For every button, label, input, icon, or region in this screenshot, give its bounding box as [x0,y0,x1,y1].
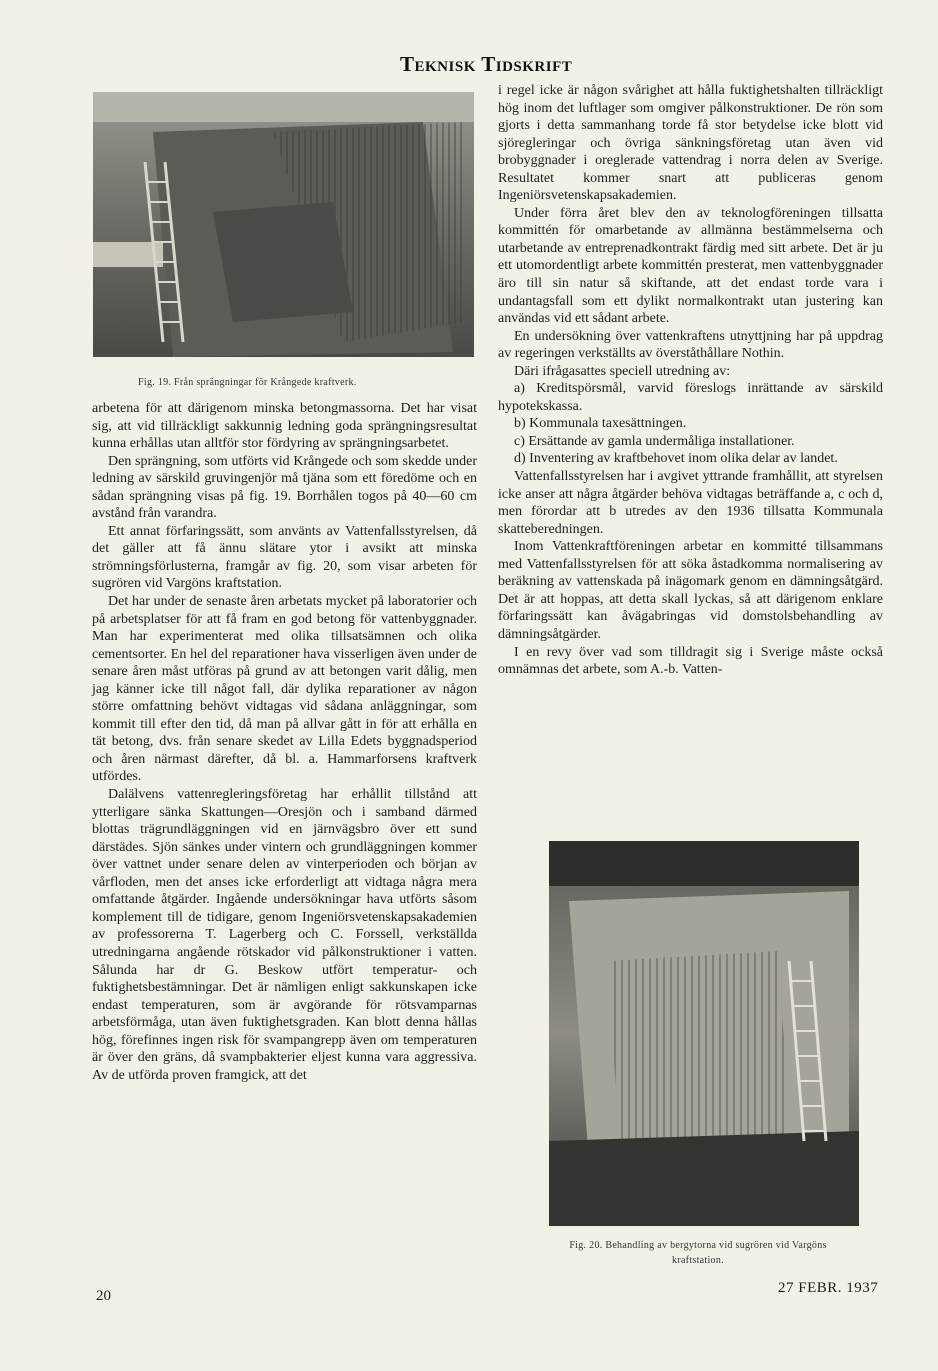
paragraph: Ett annat förfaringssätt, som använts av Vattenfallsstyrelsen, då det gäller att få ännu slätare ytor i avsikt att minska strömningsförlusterna, framgår av fig. 20, som visar arbeten för sugrören vid Vargöns kraftstation. [92,523,477,592]
paragraph: arbetena för att därigenom minska betongmassorna. Det har visat sig, att vid tillräckligt sakkunnig ledning goda sprängningsresultat kunna erhållas utan alltför stor fördyring av sprängningsarbetet. [92,401,477,452]
figure-19-photo [93,92,474,357]
issue-date: 27 FEBR. 1937 [778,1280,879,1296]
page-number: 20 [96,1288,111,1304]
paragraph: Den sprängning, som utförts vid Krångede och som skedde under ledning av särskild gruvingenjör må tjäna som ett föredöme och en sådan sprängning visas på fig. 19. Borrhålen togos på 40—60 cm avstånd från varandra. [92,453,477,522]
journal-title: Teknisk Tidskrift [400,52,573,76]
list-item: b) Kommunala taxesättningen. [514,416,687,432]
figure-20-caption [528,1238,868,1268]
figure-19-caption: Fig. 19. Från sprängningar för Krångede kraftverk. [138,377,357,388]
list-item: d) Inventering av kraftbehovet inom olika delar av landet. [514,451,838,467]
figure-20-caption-line1: Fig. 20. Behandling av bergytorna vid sugrören vid Vargöns [569,1240,827,1251]
list-item: a) Kreditspörsmål, varvid föreslogs inrättande av särskild hypotekskassa. [498,381,883,414]
paragraph: Det har under de senaste åren arbetats mycket på laboratorier och på arbetsplatser för att få fram en god betong för vattenbyggnader. Man har experimenterat med olika tillsatsämnen och olika cementsorter. En hel del reparationer hava visserligen även under de senare åren måst utföras på grund av att betongen varit dålig, men jag känner icke till något fall, där dylika reparationer av någon större omfattning behövt vidtagas vid sådana anläggningar, som kommit till efter den tid, då man på allvar gått in för att erhålla en tät betong, dvs. från senare skedet av Lilla Edets byggnadsperiod och åren närmast därefter, då bl. a. Hammarforsens kraftverk utfördes. [92,594,477,785]
paragraph: Däri ifrågasattes speciell utredning av: [514,363,731,379]
paragraph: En undersökning över vattenkraftens utnyttjning har på uppdrag av regeringen verkställts av överståthållare Nothin. [498,328,883,362]
left-column [92,400,477,1084]
list-item: c) Ersättande av gamla undermåliga installationer. [514,433,795,449]
right-column [498,82,883,679]
paragraph: Under förra året blev den av teknologföreningen tillsatta kommittén för omarbetande av allmänna bestämmelserna och utarbetande av entreprenadkontrakt färdig med sitt arbete. Det är ju ett utomordentligt arbete kommittén presterat, men vattenbyggnader äro till sin natur så skiftande, att det endast torde vara i undantagsfall som ett dylikt normalkontrakt utan justering kan användas vid ett sådant arbete. [498,205,883,327]
figure-20-photo [549,841,859,1226]
figure-20-caption-line2: kraftstation. [672,1255,724,1266]
paragraph: Vattenfallsstyrelsen har i avgivet yttrande framhållit, att styrelsen icke anser att några åtgärder behöva vidtagas beträffande a, c och d, men förordar att b utredes av den 1936 tillsatta Kommunala skatteberedningen. [498,469,883,537]
paragraph: Inom Vattenkraftföreningen arbetar en kommitté tillsammans med Vattenfallsstyrelsen för att söka åstadkomma normalisering av beräkning av vattenskada på inägomark genom en dämningsåtgärd. Det är att hoppas, att detta skall lyckas, så att därigenom enklare förfaringssätt kan åvägabringas vid domstolsbehandling av dämningsåtgärder. [498,539,883,642]
paragraph: I en revy över vad som tilldragit sig i Sverige måste också omnämnas det arbete, som A.-b. Vatten- [498,644,883,678]
paragraph: i regel icke är någon svårighet att hålla fuktighetshalten tillräckligt hög inom det luftlager som omgiver pålkonstruktioner. De rön som gjorts i detta sammanhang torde få stor betydelse icke blott vid sjöregleringar och övriga sänkningsföretag utan även vid brobyggnader i oreglerade vattendrag i norra delen av Sverige. Resultatet kommer snart att publiceras genom Ingeniörsvetenskapsakademien. [498,83,883,204]
paragraph: Dalälvens vattenregleringsföretag har erhållit tillstånd att ytterligare sänka Skattungen—Oresjön och i samband därmed blottas trägrundläggningen vid en järnvägsbro över ett sund därstädes. Sjön sänkes under vintern och grundläggningen kommer över vattnet under senare delen av vinterperioden och början av vårfloden, men det anses icke erforderligt att vidtaga några mera omfattande åtgärder. Ingående undersökningar hava utförts såsom komplement till de tidigare, genom Ingeniörsvetenskapsakademien av professorerna T. Lagerberg och C. Forssell, verkställda utredningarna angående rötskador vid pålkonstruktioner i vatten. Sålunda har dr G. Beskow utfört temperatur- och fuktighetsbestämningar. Det är nämligen enligt sakkunskapen icke endast temperaturen, som är avgörande för rötsvamparnas arbetsförmåga, utan även fuktighetsgraden. Kan blott denna hållas hög, förefinnes ingen risk för svampangrepp även om temperaturen är över den gräns, då svampbakterier eljest kunna vara aggressiva. Av de utförda proven framgick, att det [92,787,477,1083]
